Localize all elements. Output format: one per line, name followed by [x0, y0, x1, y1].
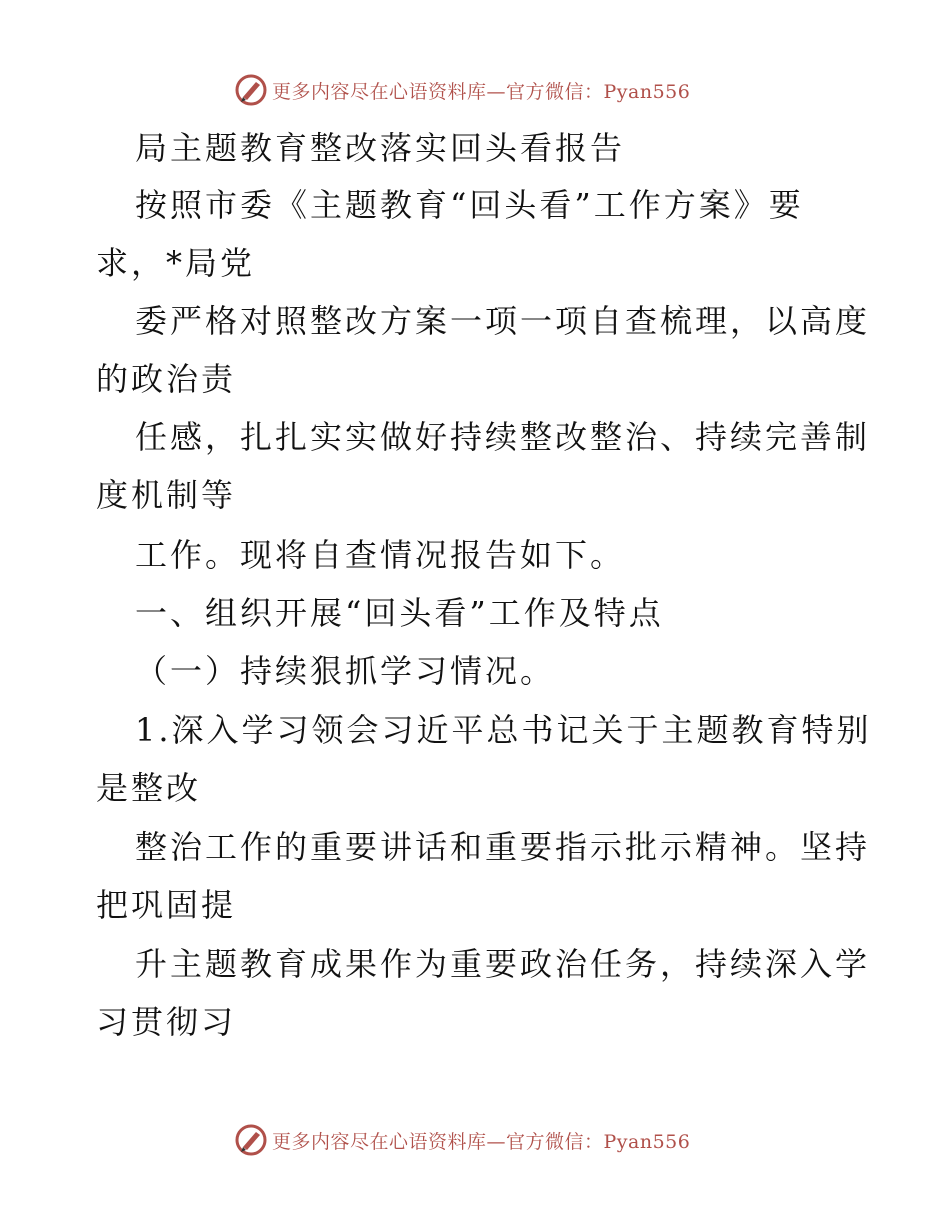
paragraph-line: 按照市委《主题教育“回头看”工作方案》要 — [135, 186, 804, 224]
header-watermark-banner — [234, 72, 690, 108]
subsection-heading: （一）持续狠抓学习情况。 — [135, 652, 556, 690]
document-title-line: 局主题教育整改落实回头看报告 — [135, 129, 626, 167]
paragraph-line: 委严格对照整改方案一项一项自查梳理，以高度 — [135, 302, 871, 340]
watermark-text: 更多内容尽在心语资料库—官方微信：Pyan556 — [272, 1130, 691, 1153]
paragraph-line: 升主题教育成果作为重要政治任务，持续深入学 — [135, 945, 871, 983]
section-heading: 一、组织开展“回头看”工作及特点 — [135, 594, 664, 632]
pen-logo-icon — [234, 73, 268, 107]
paragraph-line: 是整改 — [96, 769, 202, 807]
paragraph-line: 1.深入学习领会习近平总书记关于主题教育特别 — [135, 711, 872, 749]
paragraph-line: 工作。现将自查情况报告如下。 — [135, 536, 626, 574]
watermark-text: 更多内容尽在心语资料库—官方微信：Pyan556 — [272, 80, 691, 103]
footer-watermark-banner — [234, 1122, 690, 1158]
paragraph-line: 整治工作的重要讲话和重要指示批示精神。坚持 — [135, 828, 871, 866]
paragraph-line: 习贯彻习 — [96, 1003, 237, 1041]
paragraph-line: 任感，扎扎实实做好持续整改整治、持续完善制 — [135, 418, 871, 456]
paragraph-line: 的政治责 — [96, 360, 237, 398]
paragraph-line: 求，*局党 — [96, 244, 256, 282]
pen-logo-icon — [234, 1123, 268, 1157]
paragraph-line: 度机制等 — [96, 476, 237, 514]
paragraph-line: 把巩固提 — [96, 886, 237, 924]
